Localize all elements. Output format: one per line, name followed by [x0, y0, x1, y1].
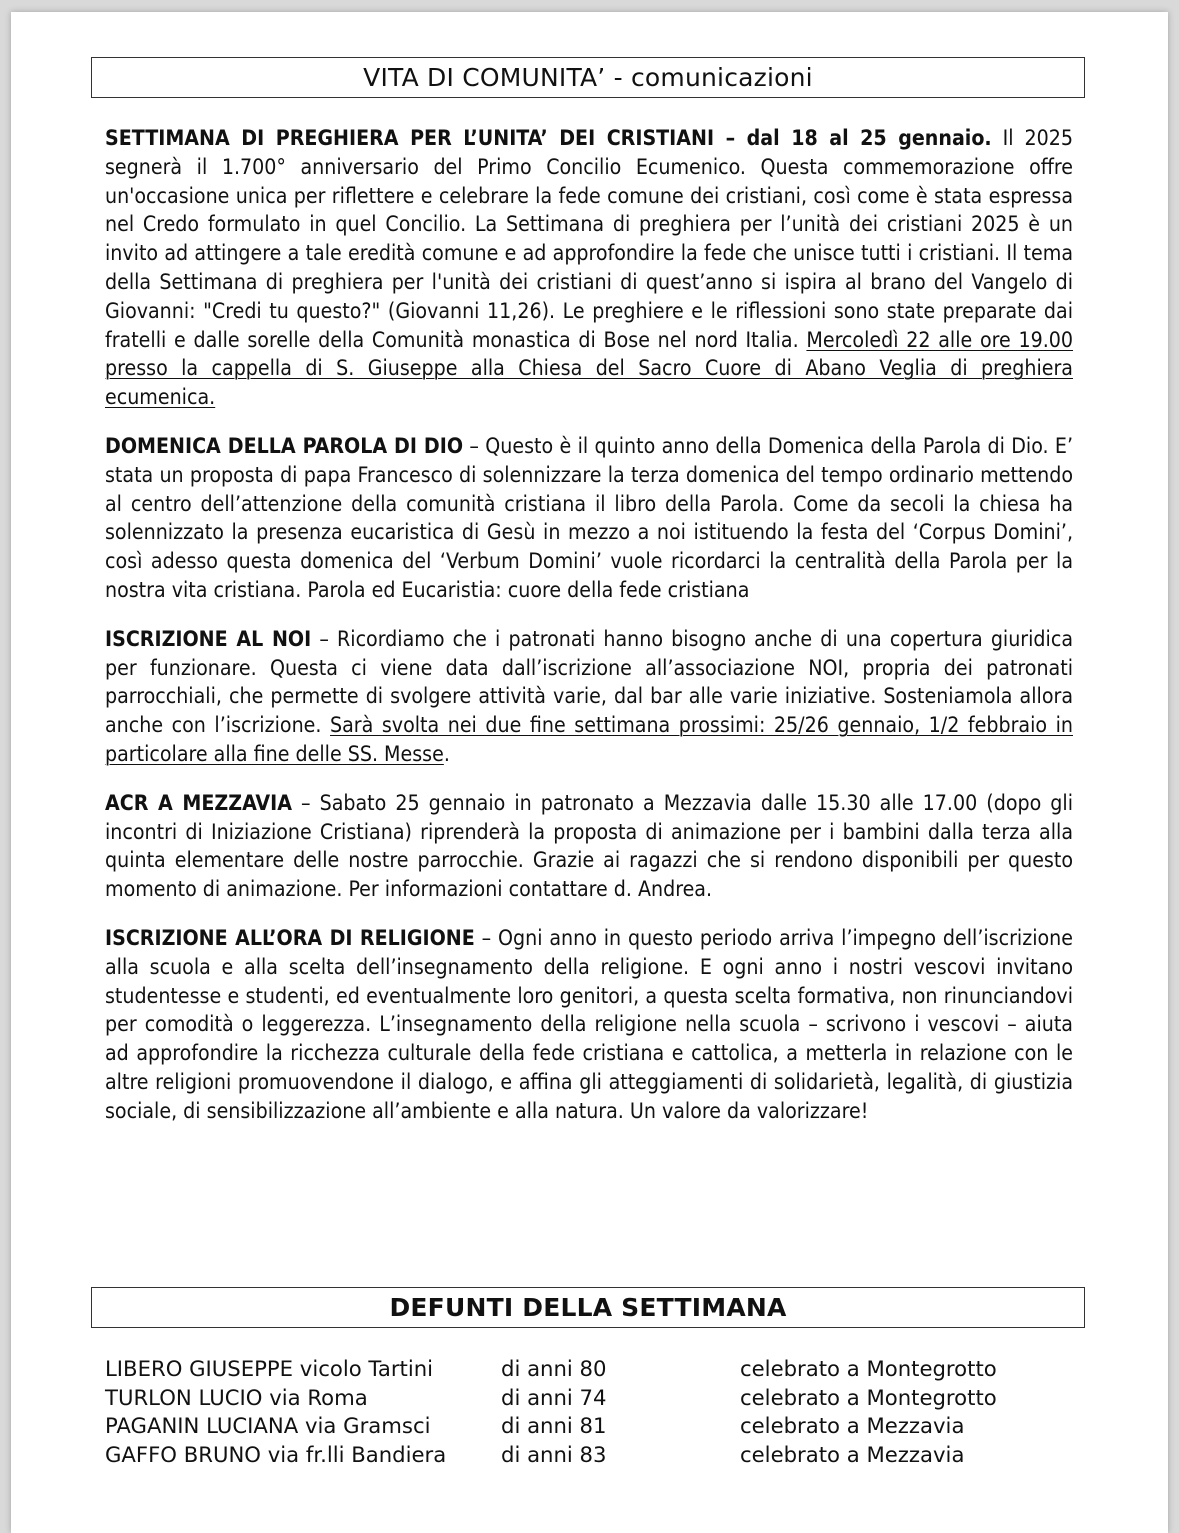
defunto-place: celebrato a Mezzavia — [740, 1413, 965, 1439]
announcement-body: Il 2025 segnerà il 1.700° anniversario del Primo Concilio Ecumenico. Questa commemorazione offre un'occasione unica per riflettere e celebrare la fede comune dei cristiani, così come è stata espressa nel Credo formulato in quel Concilio. La Settimana di preghiera per l’unità dei cristiani 2025 è un invito ad attingere a tale eredità comune e ad approfondire la fede che unisce tutti i cristiani. Il tema della Settimana di preghiera per l'unità dei cristiani di quest’anno si ispira al brano del Vangelo di Giovanni: "Credi tu questo?" (Giovanni 11,26). Le preghiere e le riflessioni sono state preparate dai fratelli e dalle sorelle della Comunità monastica di Bose nel nord Italia. — [105, 125, 1073, 352]
announcement-body: – Questo è il quinto anno della Domenica della Parola di Dio. E’ stata un proposta di papa Francesco di solennizzare la terza domenica del tempo ordinario mettendo al centro dell’attenzione della comunità cristiana il libro della Parola. Come da secoli la chiesa ha solennizzato la presenza eucaristica di Gesù in mezzo a noi istituendo la festa del ‘Corpus Domini’, così adesso questa domenica del ‘Verbum Domini’ vuole ricordarci la centralità della Parola per la nostra vita cristiana. Parola ed Eucaristia: cuore della fede cristiana — [105, 432, 1073, 602]
announcement-heading: DOMENICA DELLA PAROLA DI DIO — [105, 432, 464, 458]
defunti-row — [105, 1355, 1073, 1384]
defunti-row — [105, 1412, 1073, 1441]
defunto-name: LIBERO GIUSEPPE vicolo Tartini — [105, 1356, 434, 1381]
defunti-list — [105, 1355, 1073, 1469]
defunto-name: PAGANIN LUCIANA via Gramsci — [105, 1413, 431, 1439]
announcement-heading: ISCRIZIONE AL NOI — [105, 625, 312, 651]
announcement-heading: SETTIMANA DI PREGHIERA PER L’UNITA’ DEI CRISTIANI – dal 18 al 25 gennaio. — [105, 125, 992, 150]
announcement-body: – Ricordiamo che i patronati hanno bisogno anche di una copertura giuridica per funzionare. Questa ci viene data dall’iscrizione all’associazione NOI, propria dei patronati parrocchiali, che permette di svolgere attività varie, dal bar alle varie iniziative. Sosteniamola allora anche con l’iscrizione. — [105, 625, 1073, 738]
defunto-age: di anni 74 — [501, 1384, 607, 1410]
announcement-body: – Ogni anno in questo periodo arriva l’impegno dell’iscrizione alla scuola e alla scelta dell’insegnamento della religione. E ogni anno i nostri vescovi invitano studentesse e studenti, ed eventualmente loro genitori, a questa scelta formativa, non rinunciandovi per comodità o leggerezza. L’insegnamento della religione nella scuola – scrivono i vescovi – aiuta ad approfondire la ricchezza culturale della fede cristiana e cattolica, a metterla in relazione con le altre religioni promuovendone il dialogo, e affina gli atteggiamenti di solidarietà, legalità, di giustizia sociale, di sensibilizzazione all’ambiente e alla natura. Un valore da valorizzare! — [105, 924, 1073, 1123]
defunto-age: di anni 83 — [501, 1441, 607, 1467]
defunti-row — [105, 1441, 1073, 1470]
page-title: VITA DI COMUNITA’ - comunicazioni — [91, 57, 1085, 98]
defunto-place: celebrato a Montegrotto — [740, 1384, 997, 1410]
announcement-underlined: Sarà svolta nei due fine settimana prossimi: 25/26 gennaio, 1/2 febbraio in particolare alla fine delle SS. Messe — [105, 712, 1073, 766]
defunto-place: celebrato a Mezzavia — [740, 1441, 965, 1467]
announcement-paragraph — [105, 924, 1073, 1126]
announcements — [105, 124, 1073, 1146]
announcement-paragraph — [105, 432, 1073, 605]
defunti-row — [105, 1384, 1073, 1413]
defunto-age: di anni 81 — [501, 1413, 607, 1439]
defunto-place: celebrato a Montegrotto — [740, 1356, 997, 1381]
announcement-paragraph — [105, 789, 1073, 904]
defunto-name: GAFFO BRUNO via fr.lli Bandiera — [105, 1441, 447, 1467]
defunto-age: di anni 80 — [501, 1356, 607, 1381]
announcement-paragraph — [105, 124, 1073, 412]
announcement-body: – Sabato 25 gennaio in patronato a Mezzavia dalle 15.30 alle 17.00 (dopo gli incontri di Iniziazione Cristiana) riprenderà la proposta di animazione per i bambini dalla terza alla quinta elementare delle nostre parrocchie. Grazie ai ragazzi che si rendono disponibili per questo momento di animazione. Per informazioni contattare d. Andrea. — [105, 789, 1073, 902]
document-page — [11, 12, 1168, 1533]
announcement-heading: ACR A MEZZAVIA — [105, 789, 292, 815]
announcement-tail: . — [443, 740, 450, 766]
announcement-underlined: Mercoledì 22 alle ore 19.00 presso la cappella di S. Giuseppe alla Chiesa del Sacro Cuore di Abano Veglia di preghiera ecumenica. — [105, 326, 1074, 410]
announcement-heading: ISCRIZIONE ALL’ORA DI RELIGIONE — [105, 924, 475, 950]
defunto-name: TURLON LUCIO via Roma — [105, 1384, 368, 1410]
defunti-title: DEFUNTI DELLA SETTIMANA — [91, 1287, 1085, 1328]
announcement-paragraph — [105, 625, 1073, 769]
